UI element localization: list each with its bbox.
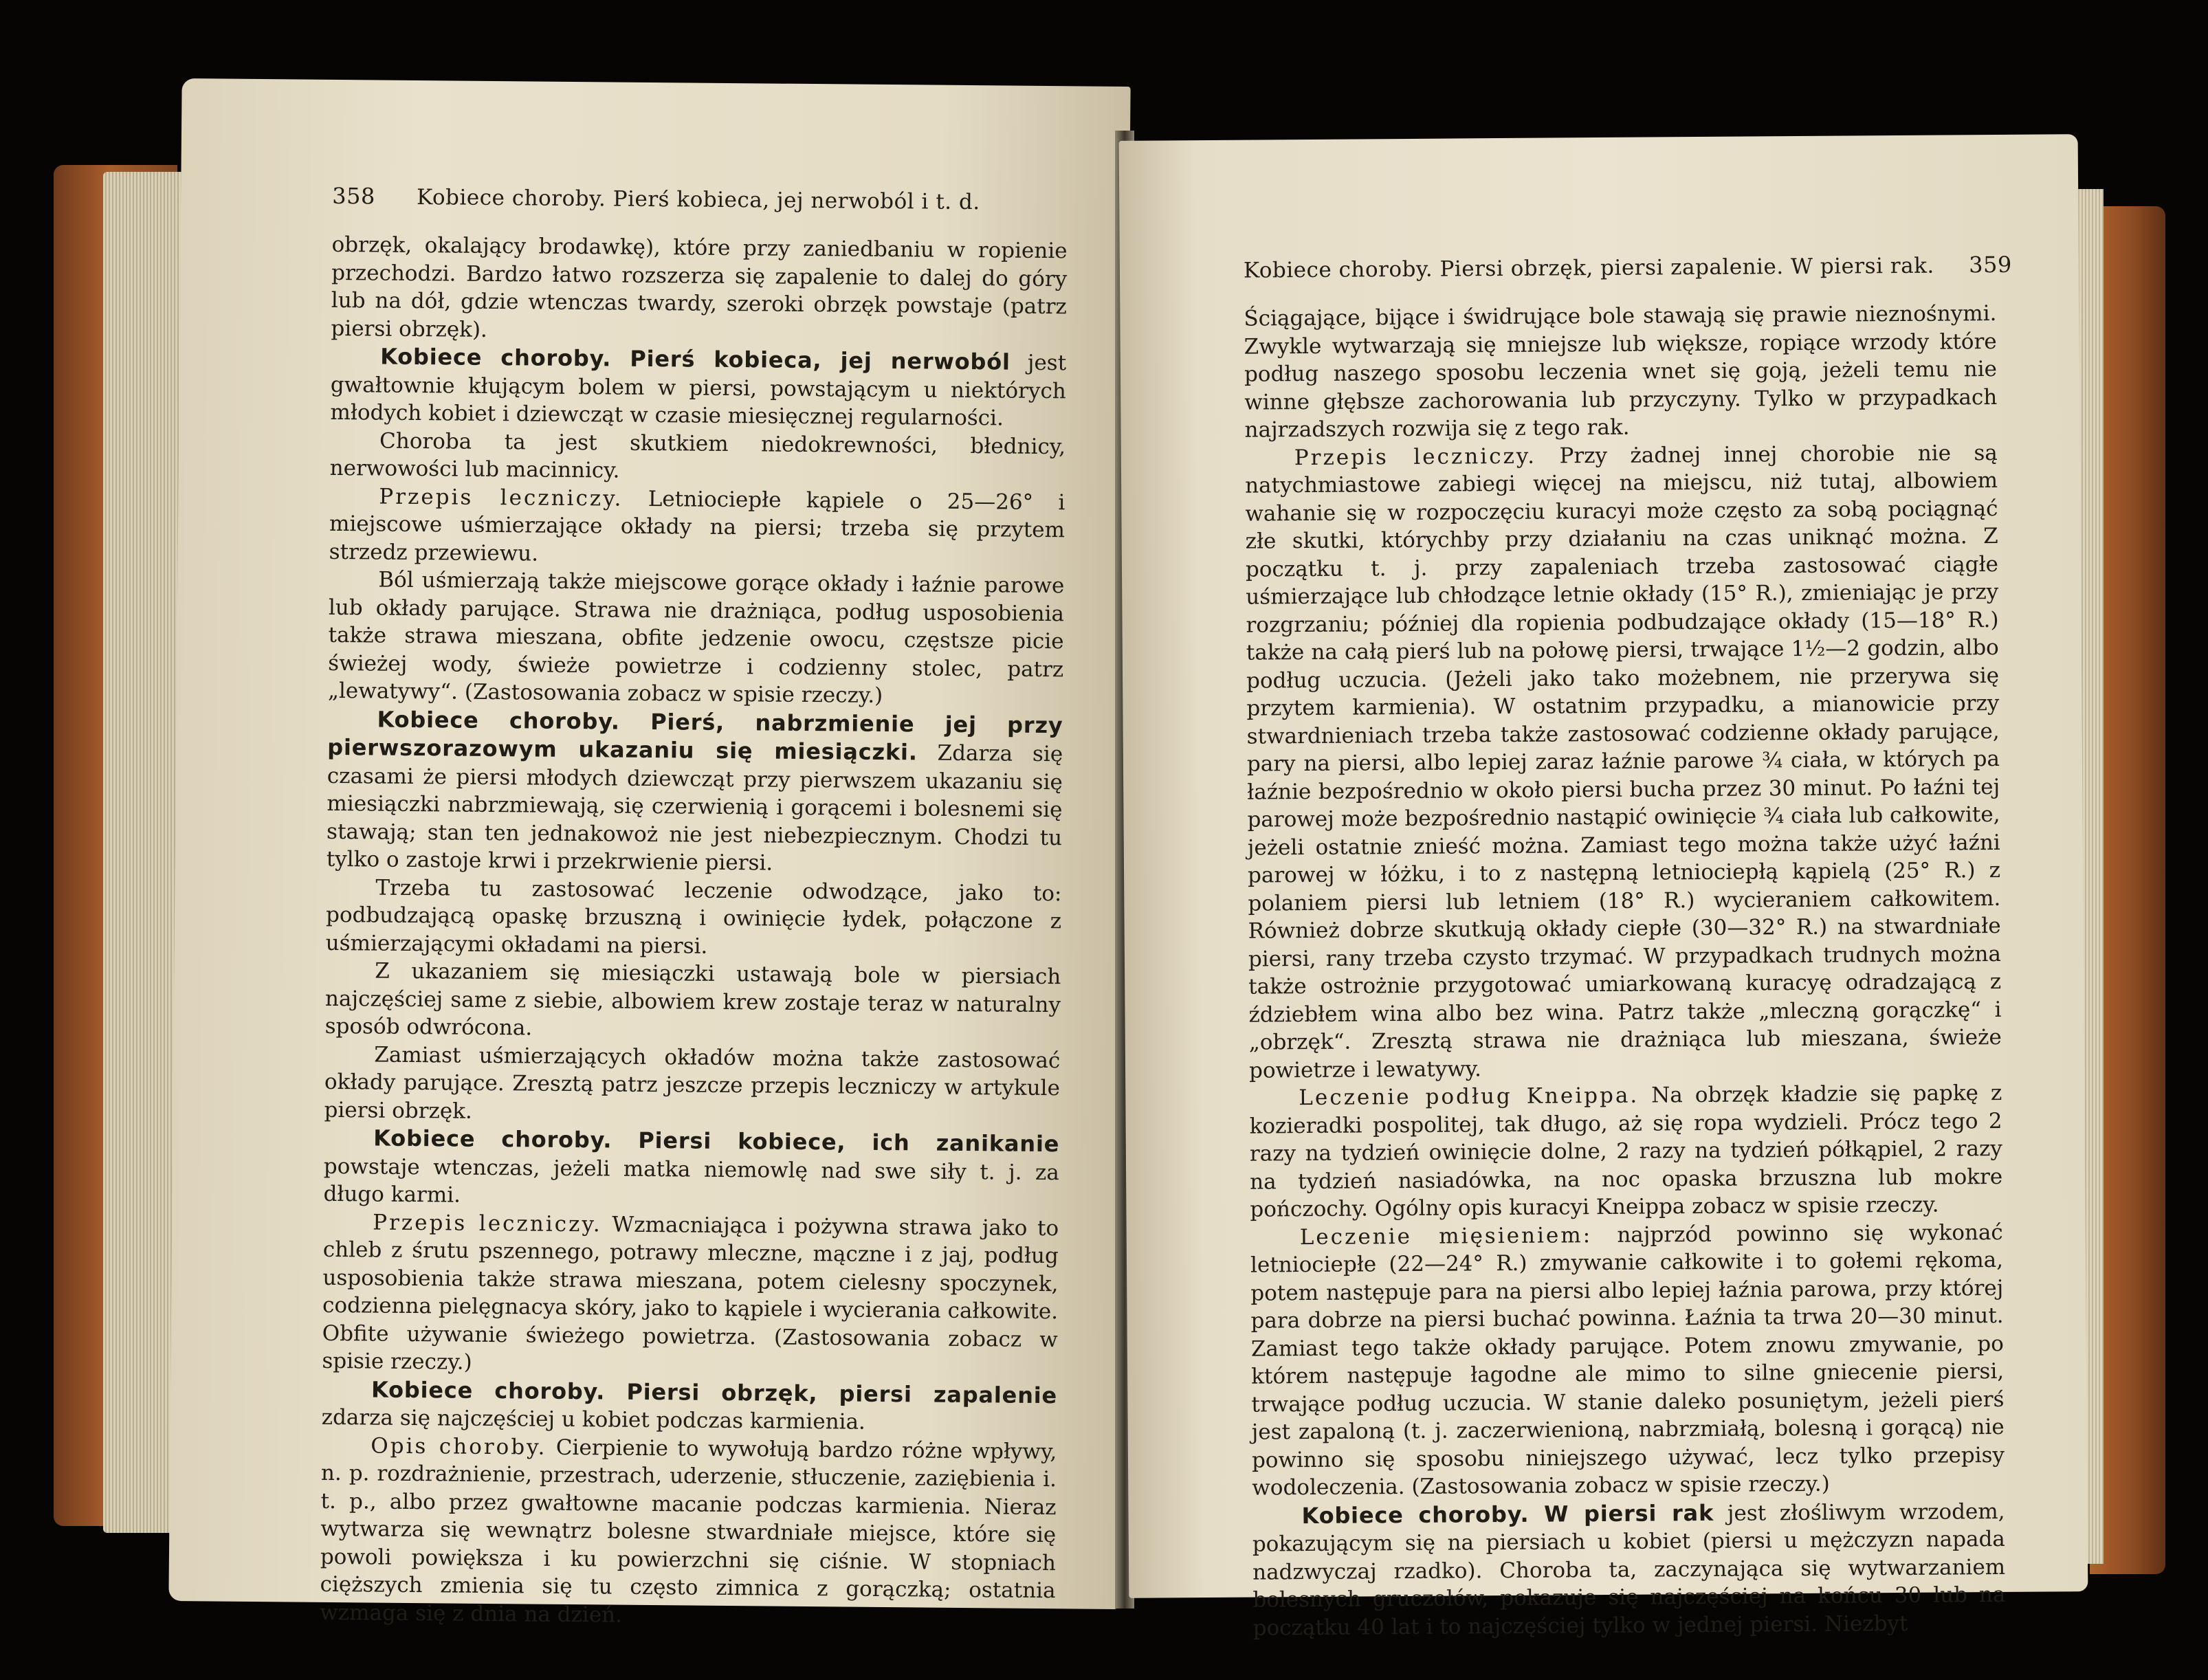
paragraph-text: powstaje wtenczas, jeżeli matka niemowlę nad swe siły t. j. za długo karmi. <box>323 1153 1060 1208</box>
paragraph <box>328 566 1065 711</box>
entry-heading: Kobiece choroby. Piersi kobiece, ich zanikanie <box>373 1125 1060 1158</box>
paragraph <box>329 482 1066 572</box>
paragraph <box>320 1431 1057 1633</box>
paragraph-text: Zdarza się czasami że piersi młodych dziewcząt przy pierwszem ukazaniu się miesiączki nabrzmiewają, się czerwienią i gorącemi i bolesnemi się stawają; stan ten jednakowoż nie jest niebezpiecznym. Chodzi tu tylko o zastoje krwi i przekrwienie piersi. <box>326 740 1063 876</box>
running-head: Kobiece choroby. Piersi obrzęk, piersi zapalenie. W piersi rak. <box>1243 253 1934 283</box>
paragraph-text: jest złośliwym wrzodem, pokazującym się na piersiach u kobiet (piersi u mężczyzn napada nadzwyczaj rzadko). Choroba ta, zaczynająca się wytwarzaniem bolesnych gruczołów, pokazuje się najczęściej na końcu 30 lub na początku 40 lat i to najczęściej tylko w jednej piersi. Niezbyt <box>1252 1499 2006 1641</box>
paragraph-text: Letniociepłe kąpiele o 25—26° i miejscowe uśmierzające okłady na piersi; trzeba się przytem strzedz przewiewu. <box>329 486 1066 566</box>
entry-heading: Kobiece choroby. Pierś kobieca, jej nerwoból <box>380 343 1011 375</box>
page-number: 358 <box>332 182 375 210</box>
entry-heading: Kobiece choroby. W piersi rak <box>1301 1499 1714 1529</box>
running-head: Kobiece choroby. Pierś kobieca, jej nerwoból i t. d. <box>416 185 980 215</box>
paragraph-text: najprzód powinno się wykonać letniociepłe (22—24° R.) zmywanie całkowite i to gołemi rękoma, potem następuje para na piersi albo lepiej łaźnia parowa, przy której para dobrze na piersi buchać powinna. Łaźnia ta trwa 20—30 minut. Zamiast tego także okłady parujące. Potem znowu zmywanie, po którem następuje łagodne ale mimo to silne gniecenie piersi, trwające podług uczucia. W stanie daleko posuniętym, jeżeli pierś jest zapaloną (t. j. zaczerwienioną, nabrzmiałą, bolesną i gorącą) nie powinno się sposobu niniejszego używać, lecz tylko przepisy wodoleczenia. (Zastosowania zobacz w spisie rzeczy.) <box>1250 1219 2005 1501</box>
paragraph <box>1244 300 1997 444</box>
page-body <box>320 231 1068 1633</box>
paragraph <box>323 1124 1059 1215</box>
page-number: 359 <box>1969 251 2012 278</box>
paragraph <box>327 705 1063 879</box>
section-lead: Leczenie podług Kneippa. <box>1299 1083 1640 1111</box>
section-lead: Przepis leczniczy. <box>379 484 623 511</box>
paragraph-text: Zamiast uśmierzających okładów można także zastosować okłady parujące. Zresztą patrz jeszcze przepis leczniczy w artykule piersi obrzęk. <box>324 1042 1061 1124</box>
section-lead: Przepis leczniczy. <box>373 1210 602 1237</box>
entry-heading: Kobiece choroby. Piersi obrzęk, piersi zapalenie <box>371 1375 1058 1408</box>
paragraph <box>324 957 1061 1047</box>
running-header <box>332 183 1068 215</box>
paragraph-text: Wzmacniająca i pożywna strawa jako to chleb z śrutu pszennego, potrawy mleczne, mączne i z jaj, podług usposobienia także strawa mieszana, potem cielesny spoczynek, codzienna pielęgnacya skóry, jako to kąpiele i wycierania całkowite. Obfite używanie świeżego powietrza. (Zastosowania zobacz w spisie rzeczy.) <box>322 1211 1059 1375</box>
paragraph <box>324 1040 1060 1130</box>
paragraph-text: jest gwałtownie kłującym bolem w piersi, powstającym u niektórych młodych kobiet i dziewcząt w czasie miesięcznej regularności. <box>330 350 1067 431</box>
paragraph <box>322 1208 1059 1381</box>
paragraph-text: zdarza się najczęściej u kobiet podczas karmienia. <box>321 1404 866 1435</box>
paragraph-text: Cierpienie to wywołują bardzo różne wpływy, n. p. rozdrażnienie, przestrach, uderzenie, stłuczenie, zaziębienia i. t. p., albo przez gwałtowne macanie podczas karmienia. Nieraz wytwarza się wewnątrz bolesne stwardniałe miejsce, które się powoli powiększa i ku powierzchni się ciśnie. W stopniach cięższych zmienia się tu często zimnica z gorączką; ostatnia wzmaga się z dnia na dzień. <box>320 1435 1057 1628</box>
paragraph <box>330 342 1066 433</box>
section-lead: Leczenie mięsieniem: <box>1299 1222 1593 1250</box>
paragraph-text: Na obrzęk kładzie się papkę z kozieradki pospolitej, tak długo, aż się ropa wydzieli. Prócz tego 2 razy na tydzień owinięcie dolne, 2 razy na tydzień półkąpiel, 2 razy na tydzień nasiadówka, na noc opaska brzuszna lub mokre pończochy. Ogólny opis kuracyi Kneippa zobacz w spisie rzeczy. <box>1249 1080 2003 1222</box>
paragraph <box>326 873 1062 963</box>
paragraph <box>331 231 1067 349</box>
paragraph-text: obrzęk, okalający brodawkę), które przy zaniedbaniu w ropienie przechodzi. Bardzo łatwo rozszerza się zapalenie to dalej do góry lub na dół, gdzie wtenczas twardy, szeroki obrzęk powstaje (patrz piersi obrzęk). <box>331 232 1068 342</box>
paragraph-text: Choroba ta jest skutkiem niedokrewności, błednicy, nerwowości lub macinnicy. <box>329 428 1066 483</box>
paragraph-text: Przy żadnej innej chorobie nie są natychmiastowe zabiegi więcej na miejscu, niż tutaj, albowiem wahanie się w rozpoczęciu kuracyi może często za sobą pociągnąć złe skutki, którychby przy działaniu na czas uniknąć można. Z początku t. j. przy zapaleniach trzeba zastosować ciągłe uśmierzające lub chłodzące letnie okłady (15° R.), zmieniając je przy rozgrzaniu; później dla ropienia podbudzające okłady (15—18° R.) także na całą pierś lub na połowę piersi, trwające 1½—2 godzin, albo podług uczucia. (Jeżeli jako tako możebnem, nie przerywa się przytem karmienia). W ostatnim przypadku, a mianowicie przy stwardnieniach trzeba także zastosować codzienne okłady parujące, pary na piersi, albo lepiej zaraz łaźnie parowe ¾ ciała, w których pa łaźnie bezpośrednio w około piersi bucha przez 30 minut. Po łaźni tej parowej może bezpośrednio nastąpić owinięcie ¾ ciała lub całkowite, jeżeli ostatnie znieść można. Zamiast tego można także użyć łaźni parowej w łóżku, i to z następną letniociepłą kąpielą (25° R.) z polaniem piersi lub letniem (18° R.) wycieraniem całkowitem. Również dobrze skutkują okłady ciepłe (30—32° R.) na stwardniałe piersi, rany trzeba czysto trzymać. W przypadkach trudnych można także ostrożnie przygotować umiarkowaną kuracyę odradzającą z ździebłem wina albo bez wina. Patrz także „mleczną gorączkę“ i „obrzęk“. Zresztą strawa nie drażniąca lub mieszana, świeże powietrze i lewatywy. <box>1244 440 2002 1083</box>
paragraph <box>1249 1079 2002 1224</box>
paragraph <box>1252 1496 2005 1642</box>
paragraph-text: Trzeba tu zastosować leczenie odwodzące, jako to: podbudzającą opaskę brzuszną i owinięcie łydek, połączone z uśmierzającymi okładami na piersi. <box>325 875 1062 959</box>
paragraph <box>1250 1218 2005 1502</box>
running-header <box>1243 251 2012 283</box>
paragraph <box>1245 439 2002 1084</box>
right-page <box>1119 134 2088 1641</box>
left-page <box>168 78 1130 1628</box>
paragraph <box>330 426 1066 488</box>
paragraph <box>322 1375 1058 1437</box>
paragraph-text: Z ukazaniem się miesiączki ustawają bole w piersiach najczęściej same z siebie, albowiem krew zostaje teraz w naturalny sposób odwrócona. <box>324 958 1061 1041</box>
section-lead: Opis choroby. <box>371 1433 547 1460</box>
entry-heading: Kobiece choroby. Pierś, nabrzmienie jej przy pierwszorazowym ukazaniu się miesiączki. <box>327 706 1063 766</box>
paragraph-text: Ściągające, bijące i świdrujące bole stawają się prawie nieznośnymi. Zwykle wytwarzają się mniejsze lub większe, ropiące wrzody które podług naszego sposobu leczenia wnet się goją, jeżeli temu nie winne głębsze zachorowania lub przyczyny. Tylko w przypadkach najrzadszych rozwija się z tego rak. <box>1244 300 1998 443</box>
section-lead: Przepis leczniczy. <box>1294 443 1537 470</box>
paragraph-text: Ból uśmierzają także miejscowe gorące okłady i łaźnie parowe lub okłady parujące. Strawa nie drażniąca, podług usposobienia także strawa mieszana, obfite jedzenie owocu, częstsze picie świeżej wody, świeże powietrze i codzienny stolec, patrz „lewatywy“. (Zastosowania zobacz w spisie rzeczy.) <box>327 567 1065 708</box>
page-body <box>1244 300 2006 1642</box>
